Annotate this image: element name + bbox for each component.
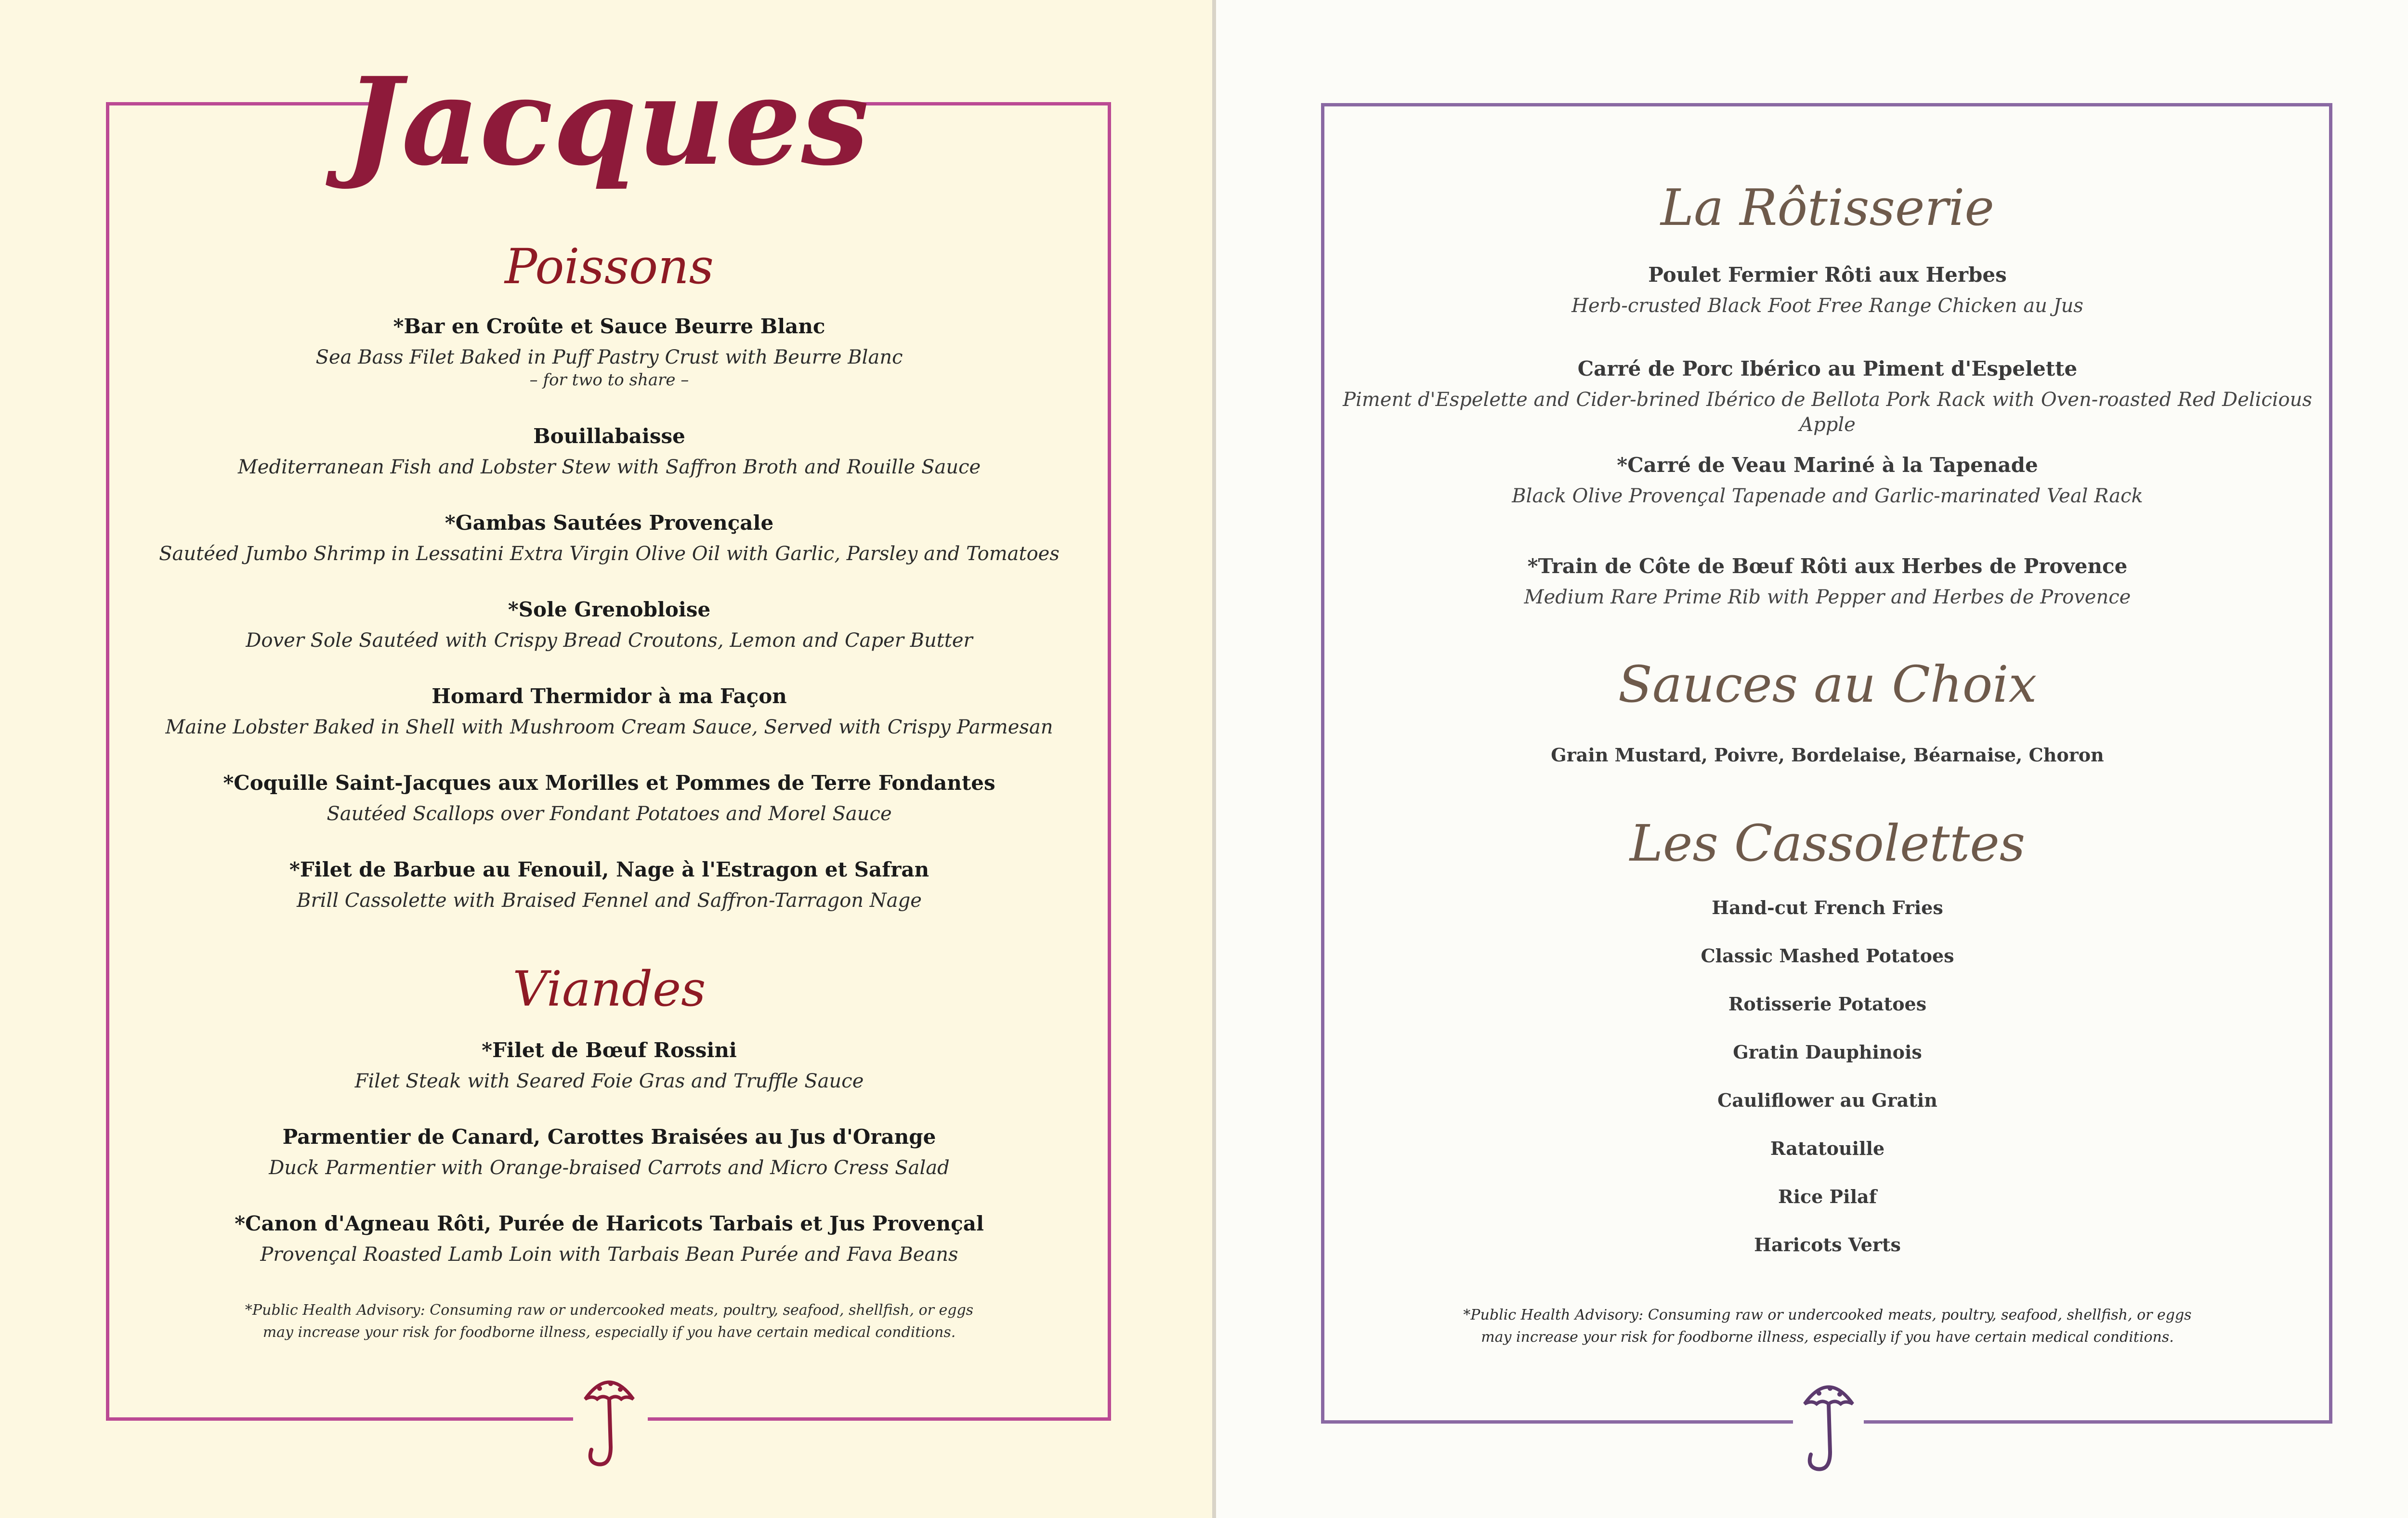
item-name: *Gambas Sautées Provençale <box>445 511 774 535</box>
menu-item <box>1326 262 2329 318</box>
menu-item <box>111 510 1108 566</box>
side-dish-item: Cauliflower au Gratin <box>1717 1089 1937 1111</box>
section-title-sauces: Sauces au Choix <box>1618 655 2037 714</box>
side-dish-item: Rice Pilaf <box>1778 1186 1877 1207</box>
menu-item <box>111 771 1108 826</box>
menu-item <box>111 1211 1108 1267</box>
right-menu-column <box>1326 0 2329 1518</box>
menu-item <box>111 314 1108 390</box>
item-description: Black Olive Provençal Tapenade and Garlic-marinated Veal Rack <box>1512 485 2143 507</box>
item-name: *Train de Côte de Bœuf Rôti aux Herbes de Provence <box>1527 554 2128 578</box>
item-description: Duck Parmentier with Orange-braised Carrots and Micro Cress Salad <box>269 1157 950 1179</box>
side-dish-item: Ratatouille <box>1770 1138 1885 1159</box>
menu-item <box>1326 453 2329 509</box>
side-dish-item: Haricots Verts <box>1754 1234 1901 1256</box>
item-name: Poulet Fermier Rôti aux Herbes <box>1648 263 2007 287</box>
menu-item <box>111 684 1108 740</box>
item-note: – for two to share – <box>529 370 689 390</box>
menu-item <box>1326 356 2329 437</box>
svg-text:Jacques: Jacques <box>344 51 869 192</box>
side-dish-item: Classic Mashed Potatoes <box>1701 945 1954 967</box>
item-name: Carré de Porc Ibérico au Piment d'Espelette <box>1577 357 2078 380</box>
item-description: Filet Steak with Seared Foie Gras and Truffle Sauce <box>354 1070 864 1092</box>
advisory-line: may increase your risk for foodborne illness, especially if you have certain medical conditions. <box>262 1324 956 1341</box>
side-dish-item: Gratin Dauphinois <box>1733 1041 1922 1063</box>
item-description: Brill Cassolette with Braised Fennel and Saffron-Tarragon Nage <box>297 890 922 912</box>
advisory-line: *Public Health Advisory: Consuming raw or undercooked meats, poultry, seafood, shellfish, or eggs <box>245 1302 974 1319</box>
item-description: Sea Bass Filet Baked in Puff Pastry Crust with Beurre Blanc <box>315 346 903 368</box>
section-title-viandes: Viandes <box>512 961 706 1017</box>
side-dish-item: Hand-cut French Fries <box>1712 897 1943 918</box>
menu-item <box>111 597 1108 653</box>
item-name: *Coquille Saint-Jacques aux Morilles et Pommes de Terre Fondantes <box>223 771 995 795</box>
item-description: Maine Lobster Baked in Shell with Mushroom Cream Sauce, Served with Crispy Parmesan <box>165 716 1053 738</box>
item-description: Sautéed Scallops over Fondant Potatoes and Morel Sauce <box>327 803 892 825</box>
item-name: *Carré de Veau Mariné à la Tapenade <box>1617 453 2038 477</box>
item-name: Parmentier de Canard, Carottes Braisées au Jus d'Orange <box>282 1125 936 1149</box>
health-advisory <box>1326 1304 2329 1348</box>
item-description: Piment d'Espelette and Cider-brined Ibérico de Bellota Pork Rack with Oven-roasted Red Delicious Apple <box>1343 389 2312 436</box>
umbrella-emblem-icon <box>1802 1375 1855 1476</box>
item-description: Herb-crusted Black Foot Free Range Chicken au Jus <box>1571 295 2083 317</box>
health-advisory <box>111 1299 1108 1344</box>
menu-page-right <box>1216 0 2408 1518</box>
menu-item <box>111 1038 1108 1094</box>
item-description: Sautéed Jumbo Shrimp in Lessatini Extra Virgin Olive Oil with Garlic, Parsley and Tomatoes <box>159 543 1060 565</box>
item-name: *Canon d'Agneau Rôti, Purée de Haricots Tarbais et Jus Provençal <box>235 1212 984 1235</box>
item-description: Mediterranean Fish and Lobster Stew with Saffron Broth and Rouille Sauce <box>237 456 981 478</box>
item-name: *Filet de Barbue au Fenouil, Nage à l'Estragon et Safran <box>289 858 929 881</box>
sauce-list: Grain Mustard, Poivre, Bordelaise, Béarnaise, Choron <box>1551 744 2104 766</box>
menu-item <box>111 857 1108 913</box>
item-name: Homard Thermidor à ma Façon <box>432 684 787 708</box>
side-dish-item: Rotisserie Potatoes <box>1728 993 1927 1015</box>
item-description: Dover Sole Sautéed with Crispy Bread Croutons, Lemon and Caper Butter <box>246 629 973 652</box>
section-title-cassolettes: Les Cassolettes <box>1629 814 2026 873</box>
umbrella-emblem-icon <box>583 1370 636 1471</box>
advisory-line: may increase your risk for foodborne illness, especially if you have certain medical conditions. <box>1481 1329 2174 1346</box>
section-title-rotisserie: La Rôtisserie <box>1661 178 1994 237</box>
section-title-poissons: Poissons <box>505 238 714 295</box>
menu-item <box>111 1125 1108 1180</box>
item-description: Medium Rare Prime Rib with Pepper and Herbes de Provence <box>1524 586 2131 608</box>
menu-item <box>111 424 1108 480</box>
left-menu-column <box>111 0 1108 1518</box>
item-name: *Sole Grenobloise <box>508 598 711 621</box>
item-name: *Filet de Bœuf Rossini <box>482 1038 737 1062</box>
item-name: Bouillabaisse <box>533 424 685 448</box>
menu-item <box>1326 554 2329 610</box>
item-description: Provençal Roasted Lamb Loin with Tarbais Bean Purée and Fava Beans <box>260 1243 958 1266</box>
advisory-line: *Public Health Advisory: Consuming raw or undercooked meats, poultry, seafood, shellfish, or eggs <box>1463 1307 2192 1323</box>
item-name: *Bar en Croûte et Sauce Beurre Blanc <box>393 314 825 338</box>
